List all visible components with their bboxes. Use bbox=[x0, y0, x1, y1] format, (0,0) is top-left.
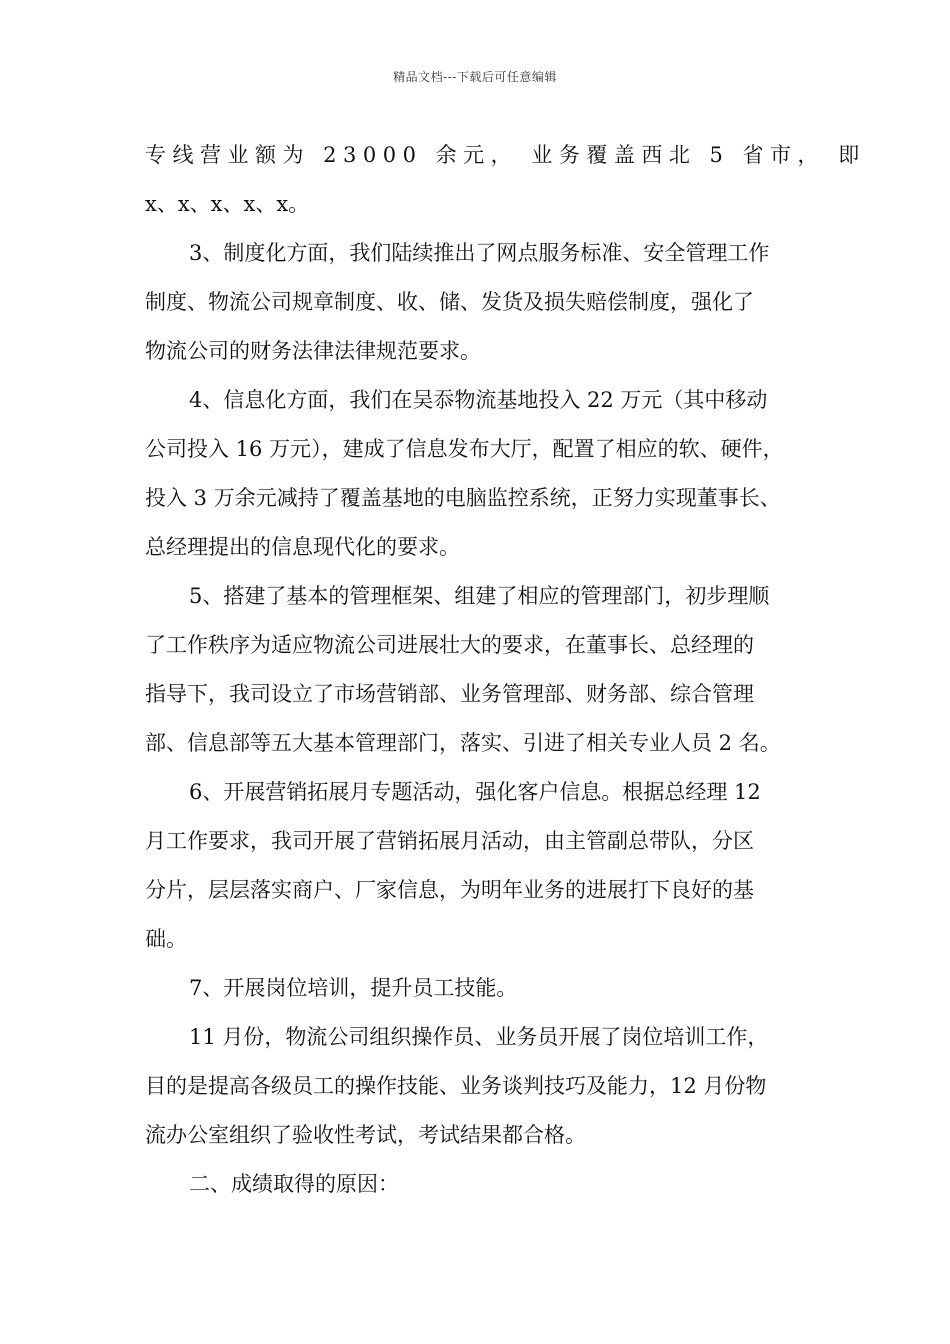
page-header: 精品文档---下载后可任意编辑 bbox=[393, 70, 557, 84]
paragraph-start: 5、搭建了基本的管理框架、组建了相应的管理部门，初步理顺 bbox=[189, 584, 770, 608]
section-heading: 二、成绩取得的原因： bbox=[189, 1172, 399, 1196]
body-line: x、x、x、x、x。 bbox=[145, 192, 310, 216]
body-line: 投入 3 万余元减持了覆盖基地的电脑监控系统，正努力实现董事长、 bbox=[145, 486, 781, 510]
paragraph-start: 7、开展岗位培训，提升员工技能。 bbox=[189, 976, 518, 1000]
body-line: 制度、物流公司规章制度、收、储、发货及损失赔偿制度，强化了 bbox=[145, 290, 754, 314]
body-line: 公司投入 16 万元），建成了信息发布大厅，配置了相应的软、硬件， bbox=[145, 437, 784, 461]
body-line: 总经理提出的信息现代化的要求。 bbox=[145, 535, 460, 559]
paragraph-start: 4、信息化方面，我们在吴忝物流基地投入 22 万元（其中移动 bbox=[189, 388, 768, 412]
paragraph-start: 11 月份，物流公司组织操作员、业务员开展了岗位培训工作， bbox=[189, 1025, 769, 1049]
body-line: 础。 bbox=[145, 927, 187, 951]
document-body bbox=[145, 131, 866, 1209]
body-line: 了工作秩序为适应物流公司进展壮大的要求，在董事长、总经理的 bbox=[145, 633, 754, 657]
body-line: 专线营业额为 23000 余元， 业务覆盖西北 5 省市， 即 bbox=[145, 143, 866, 167]
paragraph-start: 6、开展营销拓展月专题活动，强化客户信息。根据总经理 12 bbox=[189, 780, 761, 804]
body-line: 分片，层层落实商户、厂家信息，为明年业务的进展打下良好的基 bbox=[145, 878, 754, 902]
paragraph-start: 3、制度化方面，我们陆续推出了网点服务标准、安全管理工作 bbox=[189, 241, 770, 265]
body-line: 指导下，我司设立了市场营销部、业务管理部、财务部、综合管理 bbox=[145, 682, 754, 706]
body-line: 部、信息部等五大基本管理部门，落实、引进了相关专业人员 2 名。 bbox=[145, 731, 781, 755]
body-line: 物流公司的财务法律法律规范要求。 bbox=[145, 339, 481, 363]
body-line: 目的是提高各级员工的操作技能、业务谈判技巧及能力，12 月份物 bbox=[145, 1074, 767, 1098]
body-line: 月工作要求，我司开展了营销拓展月活动，由主管副总带队，分区 bbox=[145, 829, 754, 853]
body-line: 流办公室组织了验收性考试，考试结果都合格。 bbox=[145, 1123, 586, 1147]
